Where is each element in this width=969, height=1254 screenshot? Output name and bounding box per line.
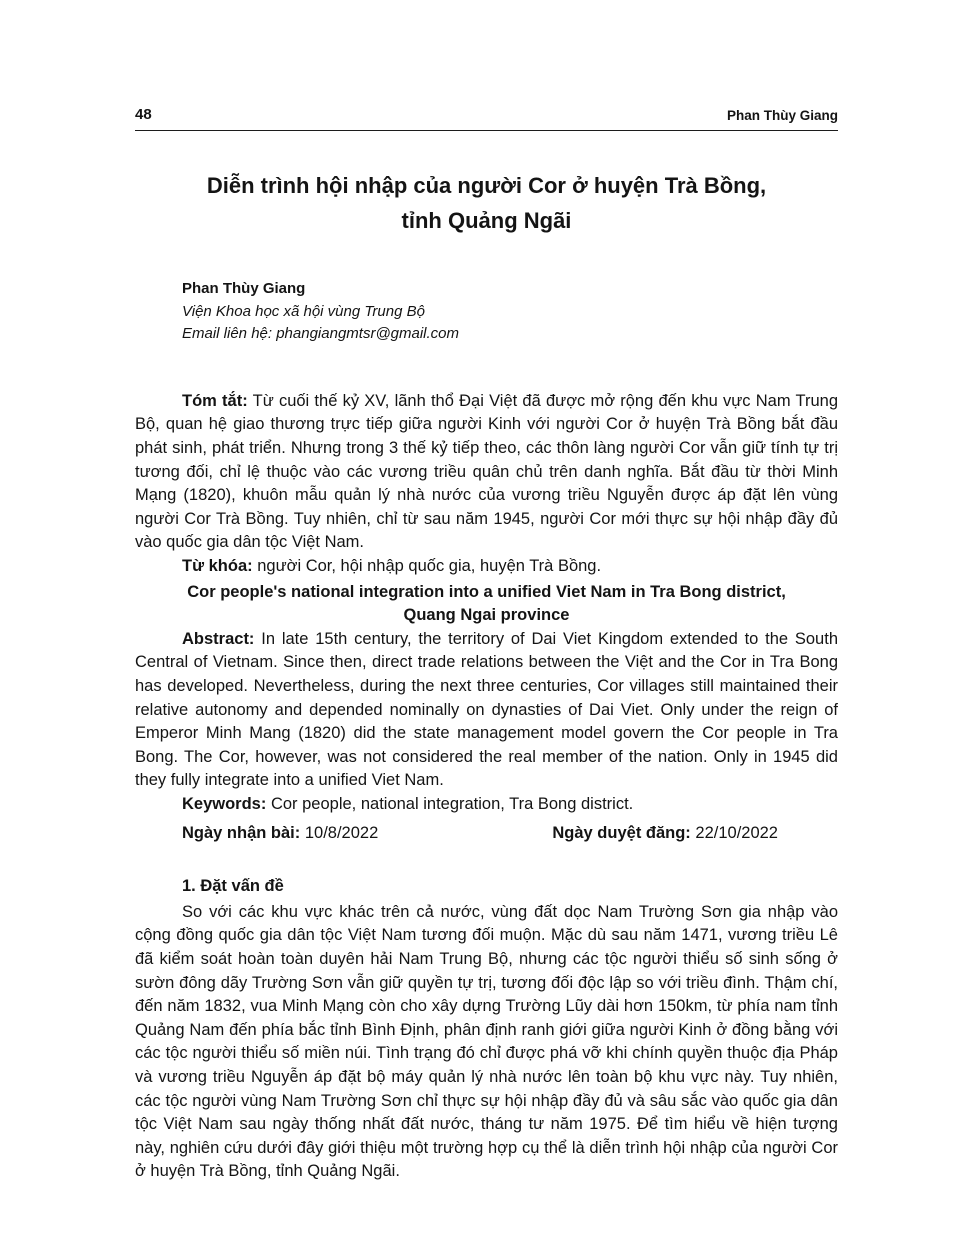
- section-1-paragraph: So với các khu vực khác trên cả nước, vùng đất dọc Nam Trường Sơn gia nhập vào cộng đồng quốc gia dân tộc Việt Nam tương đối muộn. Mặc dù sau năm 1471, vương triều Lê đã kiểm soát hoàn toàn duyên hải Nam Trung Bộ, nhưng các tộc người thiểu số sinh sống ở sườn đông dãy Trường Sơn vẫn giữ quyền tự trị, tương đối độc lập so với triều đình. Thậm chí, đến năm 1832, vua Minh Mạng còn cho xây dựng Trường Lũy dài hơn 150km, từ phía nam tỉnh Quảng Nam đến phía bắc tỉnh Bình Định, phân định ranh giới giữa người Kinh ở đồng bằng với các tộc người thiểu số miền núi. Tình trạng đó chỉ được phá vỡ khi chính quyền thuộc địa Pháp và vương triều Nguyễn áp đặt bộ máy quản lý nhà nước lên toàn bộ khu vực này. Tuy nhiên, các tộc người vùng Nam Trường Sơn chỉ thực sự hội nhập đầy đủ và sâu sắc vào quốc gia dân tộc Việt Nam sau ngày thống nhất đất nước, tháng tư năm 1975. Để tìm hiểu về hiện tượng này, nghiên cứu dưới đây giới thiệu một trường hợp cụ thể là diễn trình hội nhập của người Cor ở huyện Trà Bồng, tỉnh Quảng Ngãi.: [135, 902, 838, 1181]
- date-accepted-label: Ngày duyệt đăng:: [552, 823, 691, 842]
- article-title-line1: Diễn trình hội nhập của người Cor ở huyện Trà Bồng,: [206, 173, 767, 198]
- author-name: Phan Thùy Giang: [182, 280, 306, 298]
- author-block: [182, 278, 838, 346]
- abstract-vi: [135, 390, 838, 555]
- date-received-label: Ngày nhận bài:: [182, 823, 301, 842]
- keywords-vi: [135, 555, 838, 579]
- running-header: [135, 106, 838, 131]
- keywords-vi-label: Từ khóa:: [182, 557, 253, 576]
- date-accepted: [552, 822, 778, 846]
- keywords-en: [135, 793, 838, 817]
- author-email: Email liên hệ: phangiangmtsr@gmail.com: [182, 325, 460, 343]
- article-title: [135, 168, 838, 238]
- running-header-author: Phan Thùy Giang: [726, 108, 838, 123]
- article-title-en-line2: Quang Ngai province: [403, 606, 570, 625]
- article-title-line2: tỉnh Quảng Ngãi: [401, 208, 572, 234]
- page-number: 48: [135, 106, 152, 123]
- author-affiliation: Viện Khoa học xã hội vùng Trung Bộ: [182, 302, 425, 320]
- article-title-en: [135, 581, 838, 628]
- section-1-heading: 1. Đặt vấn đề: [182, 877, 284, 896]
- dates-row: [135, 822, 838, 846]
- abstract-vi-text: Từ cuối thế kỷ XV, lãnh thổ Đại Việt đã được mở rộng đến khu vực Nam Trung Bộ, quan hệ giao thương trực tiếp giữa người Kinh với người Cor ở huyện Trà Bồng bắt đầu phát sinh, phát triển. Nhưng trong 3 thế kỷ tiếp theo, các thôn làng người Cor vẫn giữ tính tự trị tương đối, chỉ lệ thuộc vào các vương triều quân chủ trên danh nghĩa. Bắt đầu từ thời Minh Mạng (1820), khuôn mẫu quản lý nhà nước của vương triều Nguyễn được áp đặt lên vùng người Cor Trà Bồng. Tuy nhiên, chỉ từ sau năm 1945, người Cor mới thực sự hội nhập đầy đủ vào quốc gia dân tộc Việt Nam.: [135, 391, 839, 552]
- abstract-en-label: Abstract:: [182, 629, 255, 648]
- date-accepted-value: 22/10/2022: [695, 823, 778, 842]
- abstract-en: [135, 628, 838, 793]
- article-title-en-line1: Cor people's national integration into a unified Viet Nam in Tra Bong district,: [187, 582, 786, 601]
- keywords-vi-text: người Cor, hội nhập quốc gia, huyện Trà Bồng.: [257, 557, 602, 576]
- date-received-value: 10/8/2022: [304, 823, 379, 842]
- date-received: [182, 822, 378, 846]
- abstract-en-text: In late 15th century, the territory of Dai Viet Kingdom extended to the South Central of Vietnam. Since then, direct trade relations between the Việt and the Cor in Tra Bong has developed. Nevertheless, during the next three centuries, Cor villages still maintained their relative autonomy and depended nominally on dynasties of Dai Viet. Only under the reign of Emperor Minh Mang (1820) did the state management model govern the Cor people in Tra Bong. The Cor, however, was not considered the real member of the nation. Only in 1945 did they fully integrate into a unified Viet Nam.: [135, 629, 838, 790]
- keywords-en-text: Cor people, national integration, Tra Bong district.: [270, 794, 634, 813]
- abstract-vi-label: Tóm tắt:: [182, 391, 248, 410]
- keywords-en-label: Keywords:: [182, 794, 267, 813]
